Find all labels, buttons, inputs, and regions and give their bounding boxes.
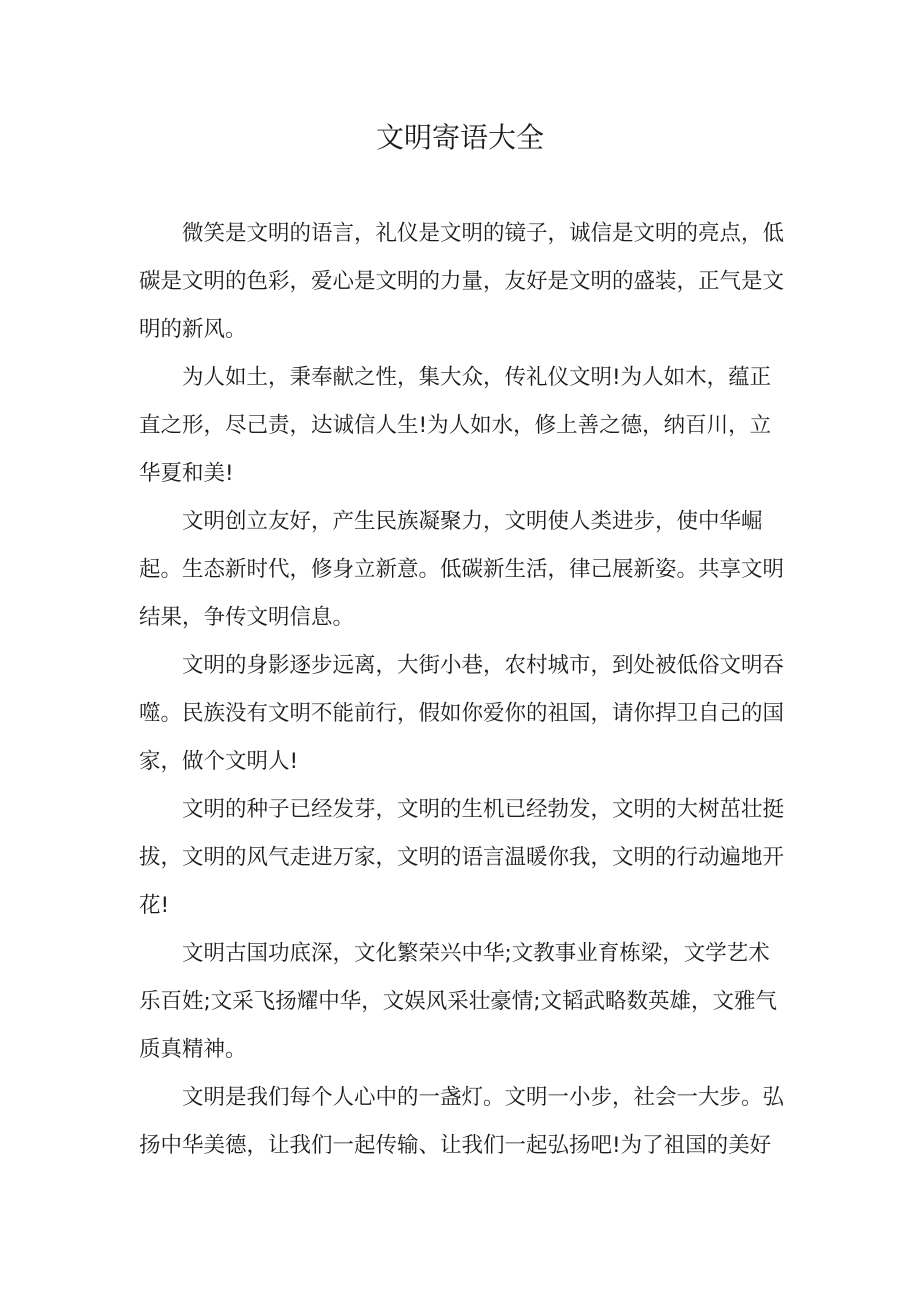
paragraph-1: 微笑是文明的语言，礼仪是文明的镜子，诚信是文明的亮点，低碳是文明的色彩，爱心是文明的力量，友好是文明的盛装，正气是文明的新风。 bbox=[139, 221, 785, 342]
paragraph-4: 文明的身影逐步远离，大街小巷，农村城市，到处被低俗文明吞噬。民族没有文明不能前行，假如你爱你的祖国，请你捍卫自己的国家，做个文明人! bbox=[139, 653, 785, 774]
paragraph-7: 文明是我们每个人心中的一盏灯。文明一小步，社会一大步。弘扬中华美德，让我们一起传输、让我们一起弘扬吧!为了祖国的美好 bbox=[139, 1085, 785, 1158]
document-body bbox=[139, 210, 784, 1170]
paragraph-2: 为人如土，秉奉献之性，集大众，传礼仪文明!为人如木，蕴正直之形，尽己责，达诚信人生!为人如水，修上善之德，纳百川，立华夏和美! bbox=[139, 365, 772, 486]
paragraph-5: 文明的种子已经发芽，文明的生机已经勃发，文明的大树茁壮挺拔，文明的风气走进万家，文明的语言温暖你我，文明的行动遍地开花! bbox=[139, 797, 785, 918]
paragraph-6: 文明古国功底深，文化繁荣兴中华;文教事业育栋梁，文学艺术乐百姓;文采飞扬耀中华，文娱风采壮豪情;文韬武略数英雄，文雅气质真精神。 bbox=[139, 941, 777, 1062]
paragraph-3: 文明创立友好，产生民族凝聚力，文明使人类进步，使中华崛起。生态新时代，修身立新意。低碳新生活，律己展新姿。共享文明结果，争传文明信息。 bbox=[139, 509, 785, 630]
document-title: 文明寄语大全 bbox=[375, 121, 544, 154]
